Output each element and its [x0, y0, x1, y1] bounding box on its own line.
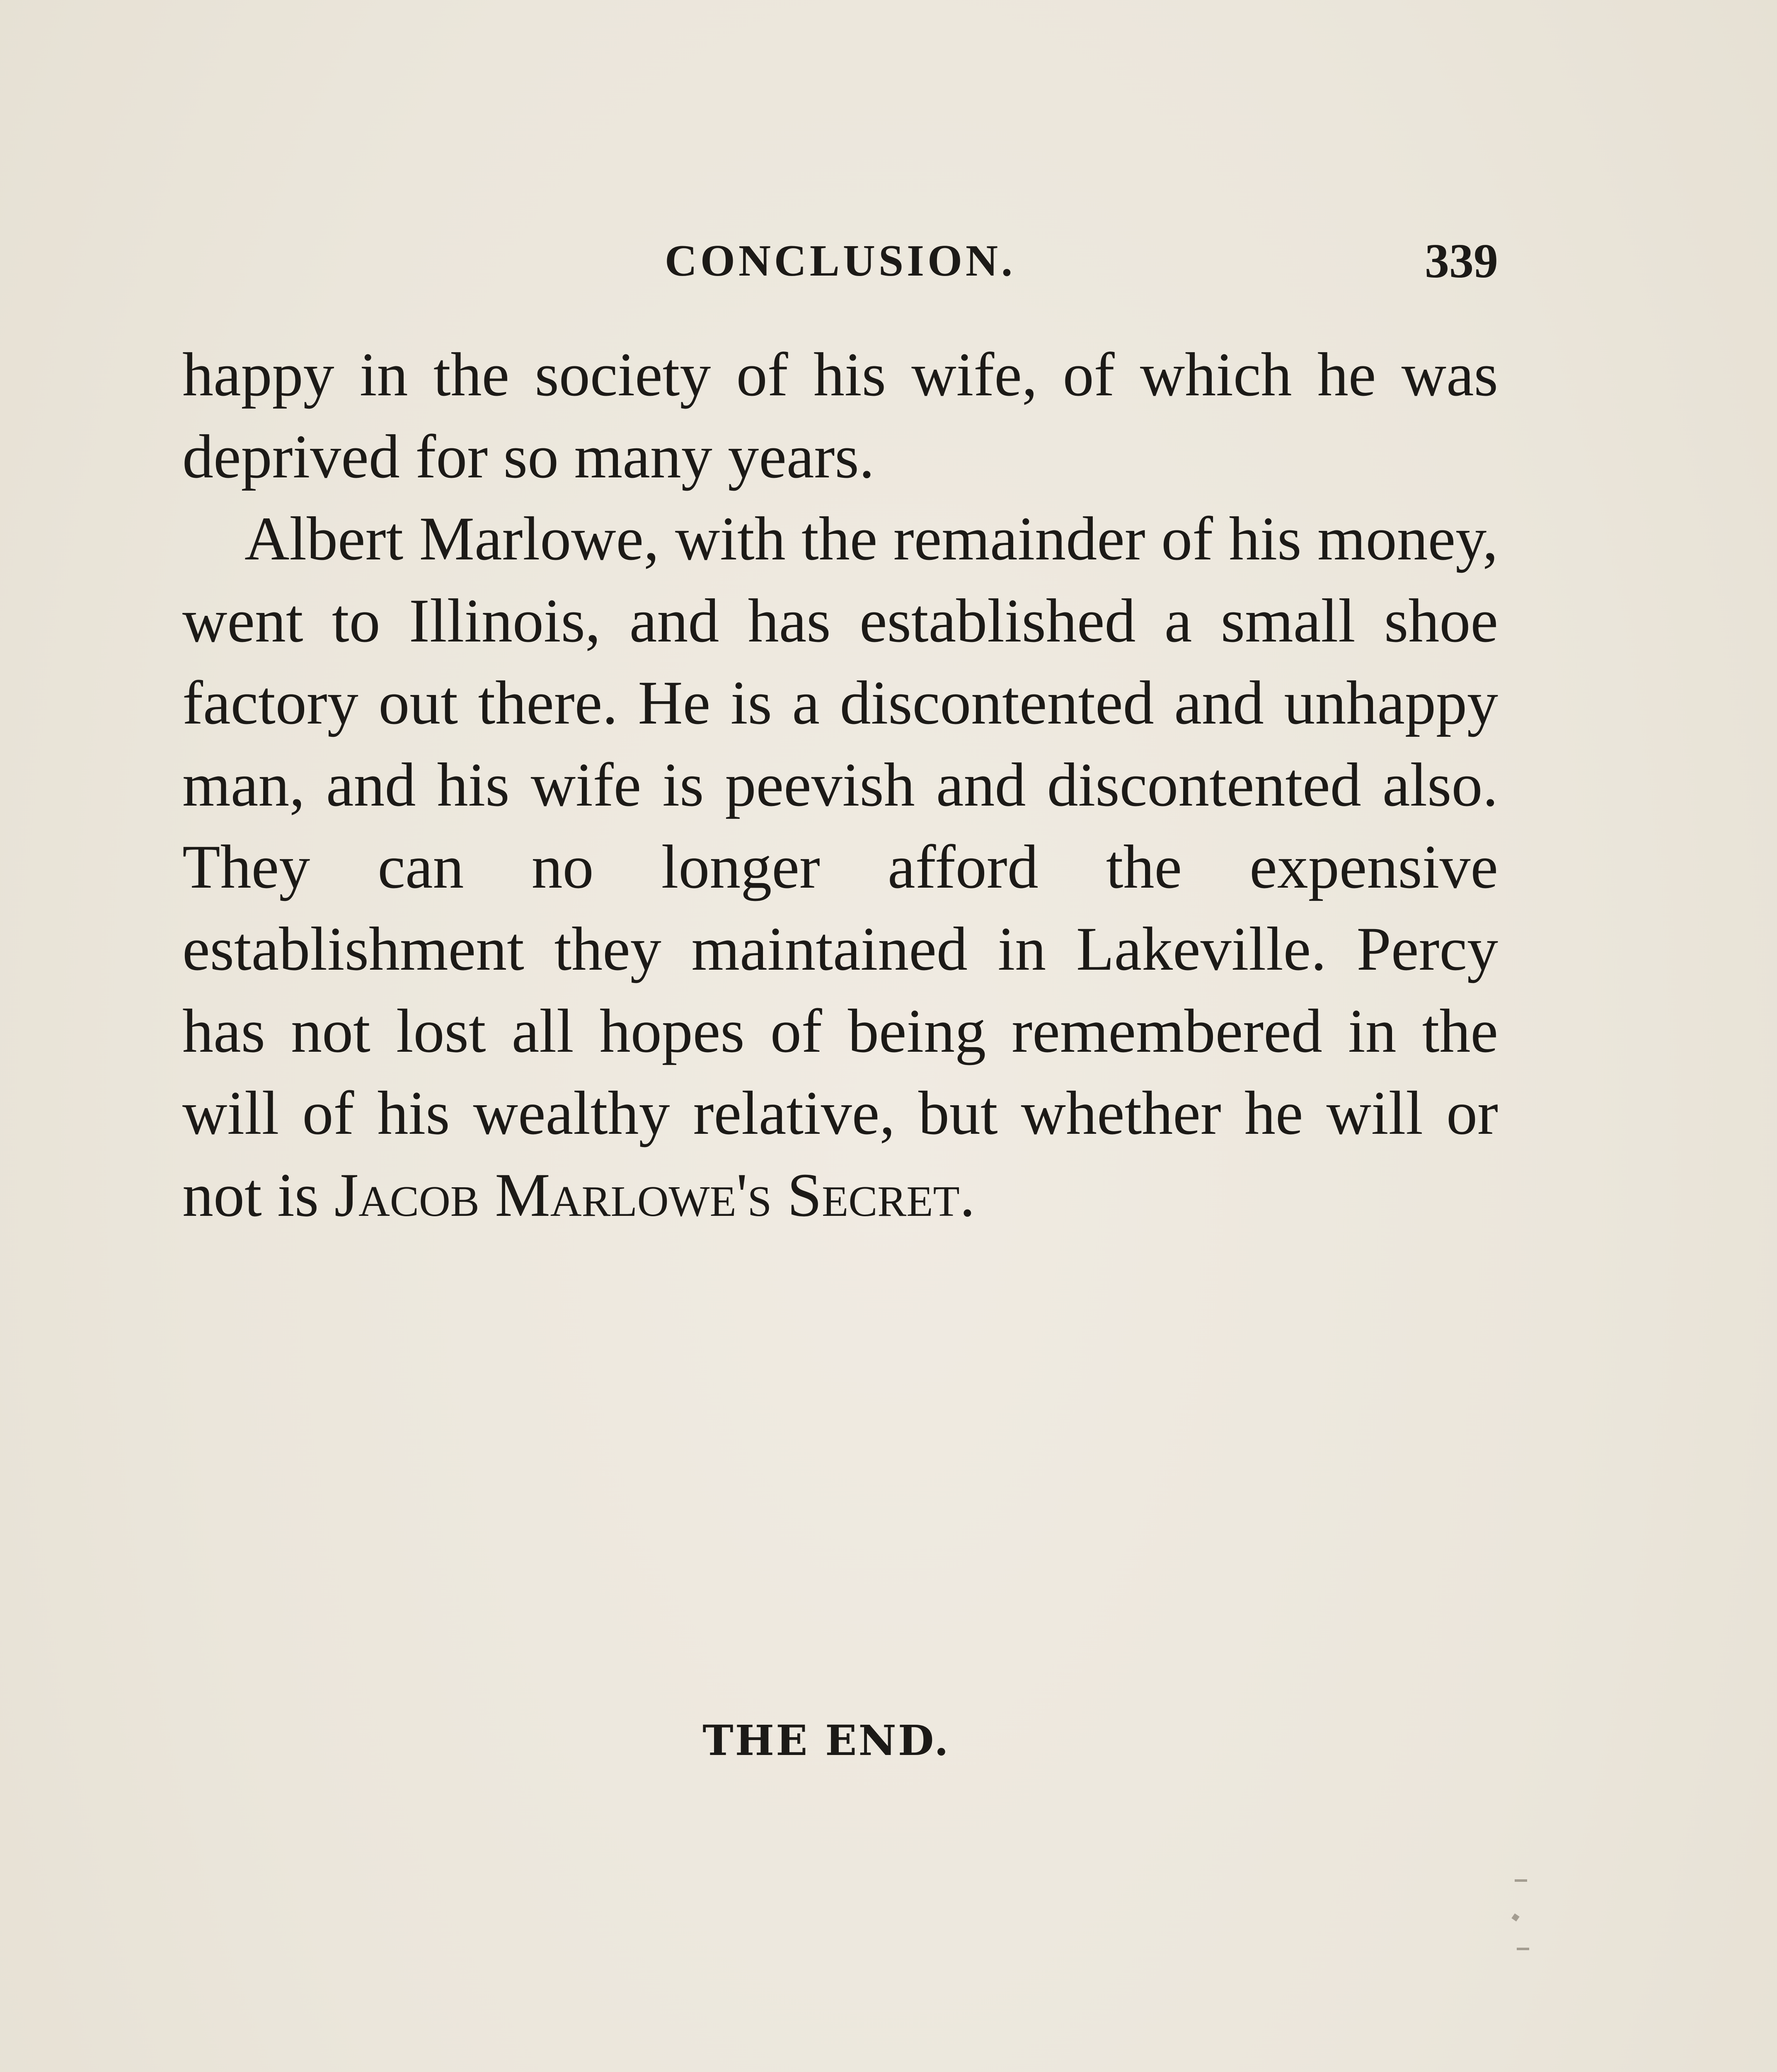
speck-mark	[1515, 1879, 1527, 1882]
speck-mark	[1511, 1913, 1519, 1921]
paragraph-1: happy in the society of his wife, of which he was deprived for so many years.	[182, 340, 1498, 491]
paragraph-2	[182, 498, 1498, 1236]
running-head	[182, 232, 1498, 290]
paragraph-2-text: Albert Marlowe, with the remainder of his money, went to Illinois, and has established a small shoe factory out there. He is a discontented and unhappy man, and his wife is peevish and discontented also. They can no longer afford the expensive establishment they maintained in Lakeville. Percy has not lost all hopes of being remembered in the will of his wealthy relative, but whether he will or not is	[182, 504, 1498, 1230]
book-title-smallcaps: Jacob Marlowe's Secret.	[334, 1161, 976, 1230]
body-text	[182, 334, 1498, 1236]
chapter-title: CONCLUSION.	[664, 236, 1016, 286]
speck-mark	[1517, 1948, 1529, 1950]
the-end-mark: THE END.	[702, 1716, 950, 1765]
page-number: 339	[1425, 234, 1498, 288]
